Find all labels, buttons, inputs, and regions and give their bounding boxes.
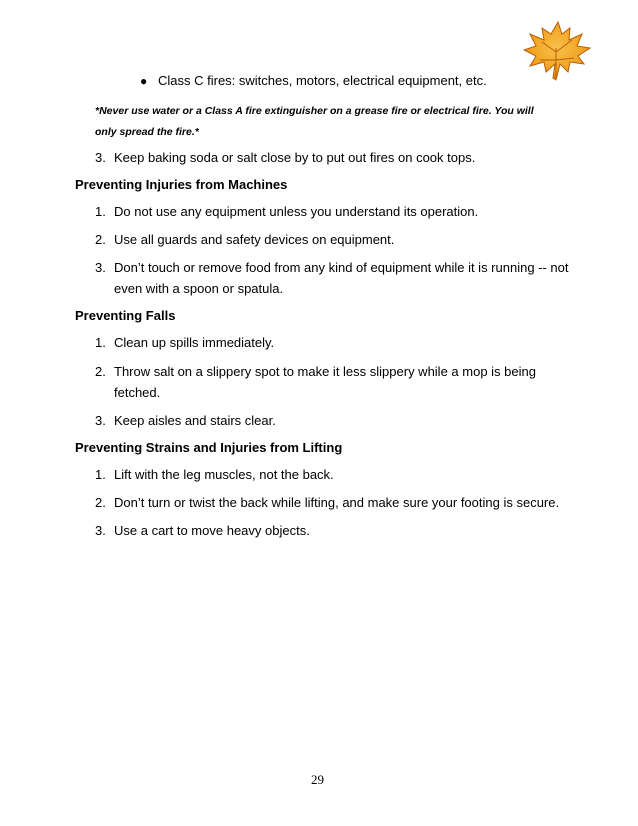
section-heading-lifting: Preventing Strains and Injuries from Lifting [75,440,343,455]
section-heading-machines: Preventing Injuries from Machines [75,177,288,192]
bullet-dot-icon: ● [140,74,148,88]
list-number: 2. [95,495,106,510]
list-item: Clean up spills immediately. [114,335,275,350]
list-item-continuation: fetched. [114,385,161,400]
section-heading-falls: Preventing Falls [75,308,176,323]
list-item: Lift with the leg muscles, not the back. [114,467,334,482]
list-item: Do not use any equipment unless you understand its operation. [114,204,479,219]
list-item: Don’t touch or remove food from any kind of equipment while it is running -- not [114,260,569,275]
list-number: 1. [95,204,106,219]
list-number: 1. [95,335,106,350]
maple-leaf-icon [520,18,592,84]
list-item: Keep aisles and stairs clear. [114,413,276,428]
warning-note-line-1: *Never use water or a Class A fire extinguisher on a grease fire or electrical fire. You will [95,105,534,117]
list-number: 2. [95,364,106,379]
list-item: Don’t turn or twist the back while lifting, and make sure your footing is secure. [114,495,560,510]
list-number: 3. [95,150,106,165]
list-number: 3. [95,523,106,538]
list-number: 1. [95,467,106,482]
list-item: Throw salt on a slippery spot to make it less slippery while a mop is being [114,364,536,379]
list-item-baking-soda: Keep baking soda or salt close by to put out fires on cook tops. [114,150,476,165]
list-item: Use all guards and safety devices on equipment. [114,232,395,247]
list-item: Use a cart to move heavy objects. [114,523,310,538]
page-number: 29 [311,772,324,787]
list-item-continuation: even with a spoon or spatula. [114,281,284,296]
bullet-item-class-c: Class C fires: switches, motors, electrical equipment, etc. [158,73,487,88]
warning-note-line-2: only spread the fire.* [95,126,199,138]
list-number: 2. [95,232,106,247]
list-number: 3. [95,413,106,428]
list-number: 3. [95,260,106,275]
